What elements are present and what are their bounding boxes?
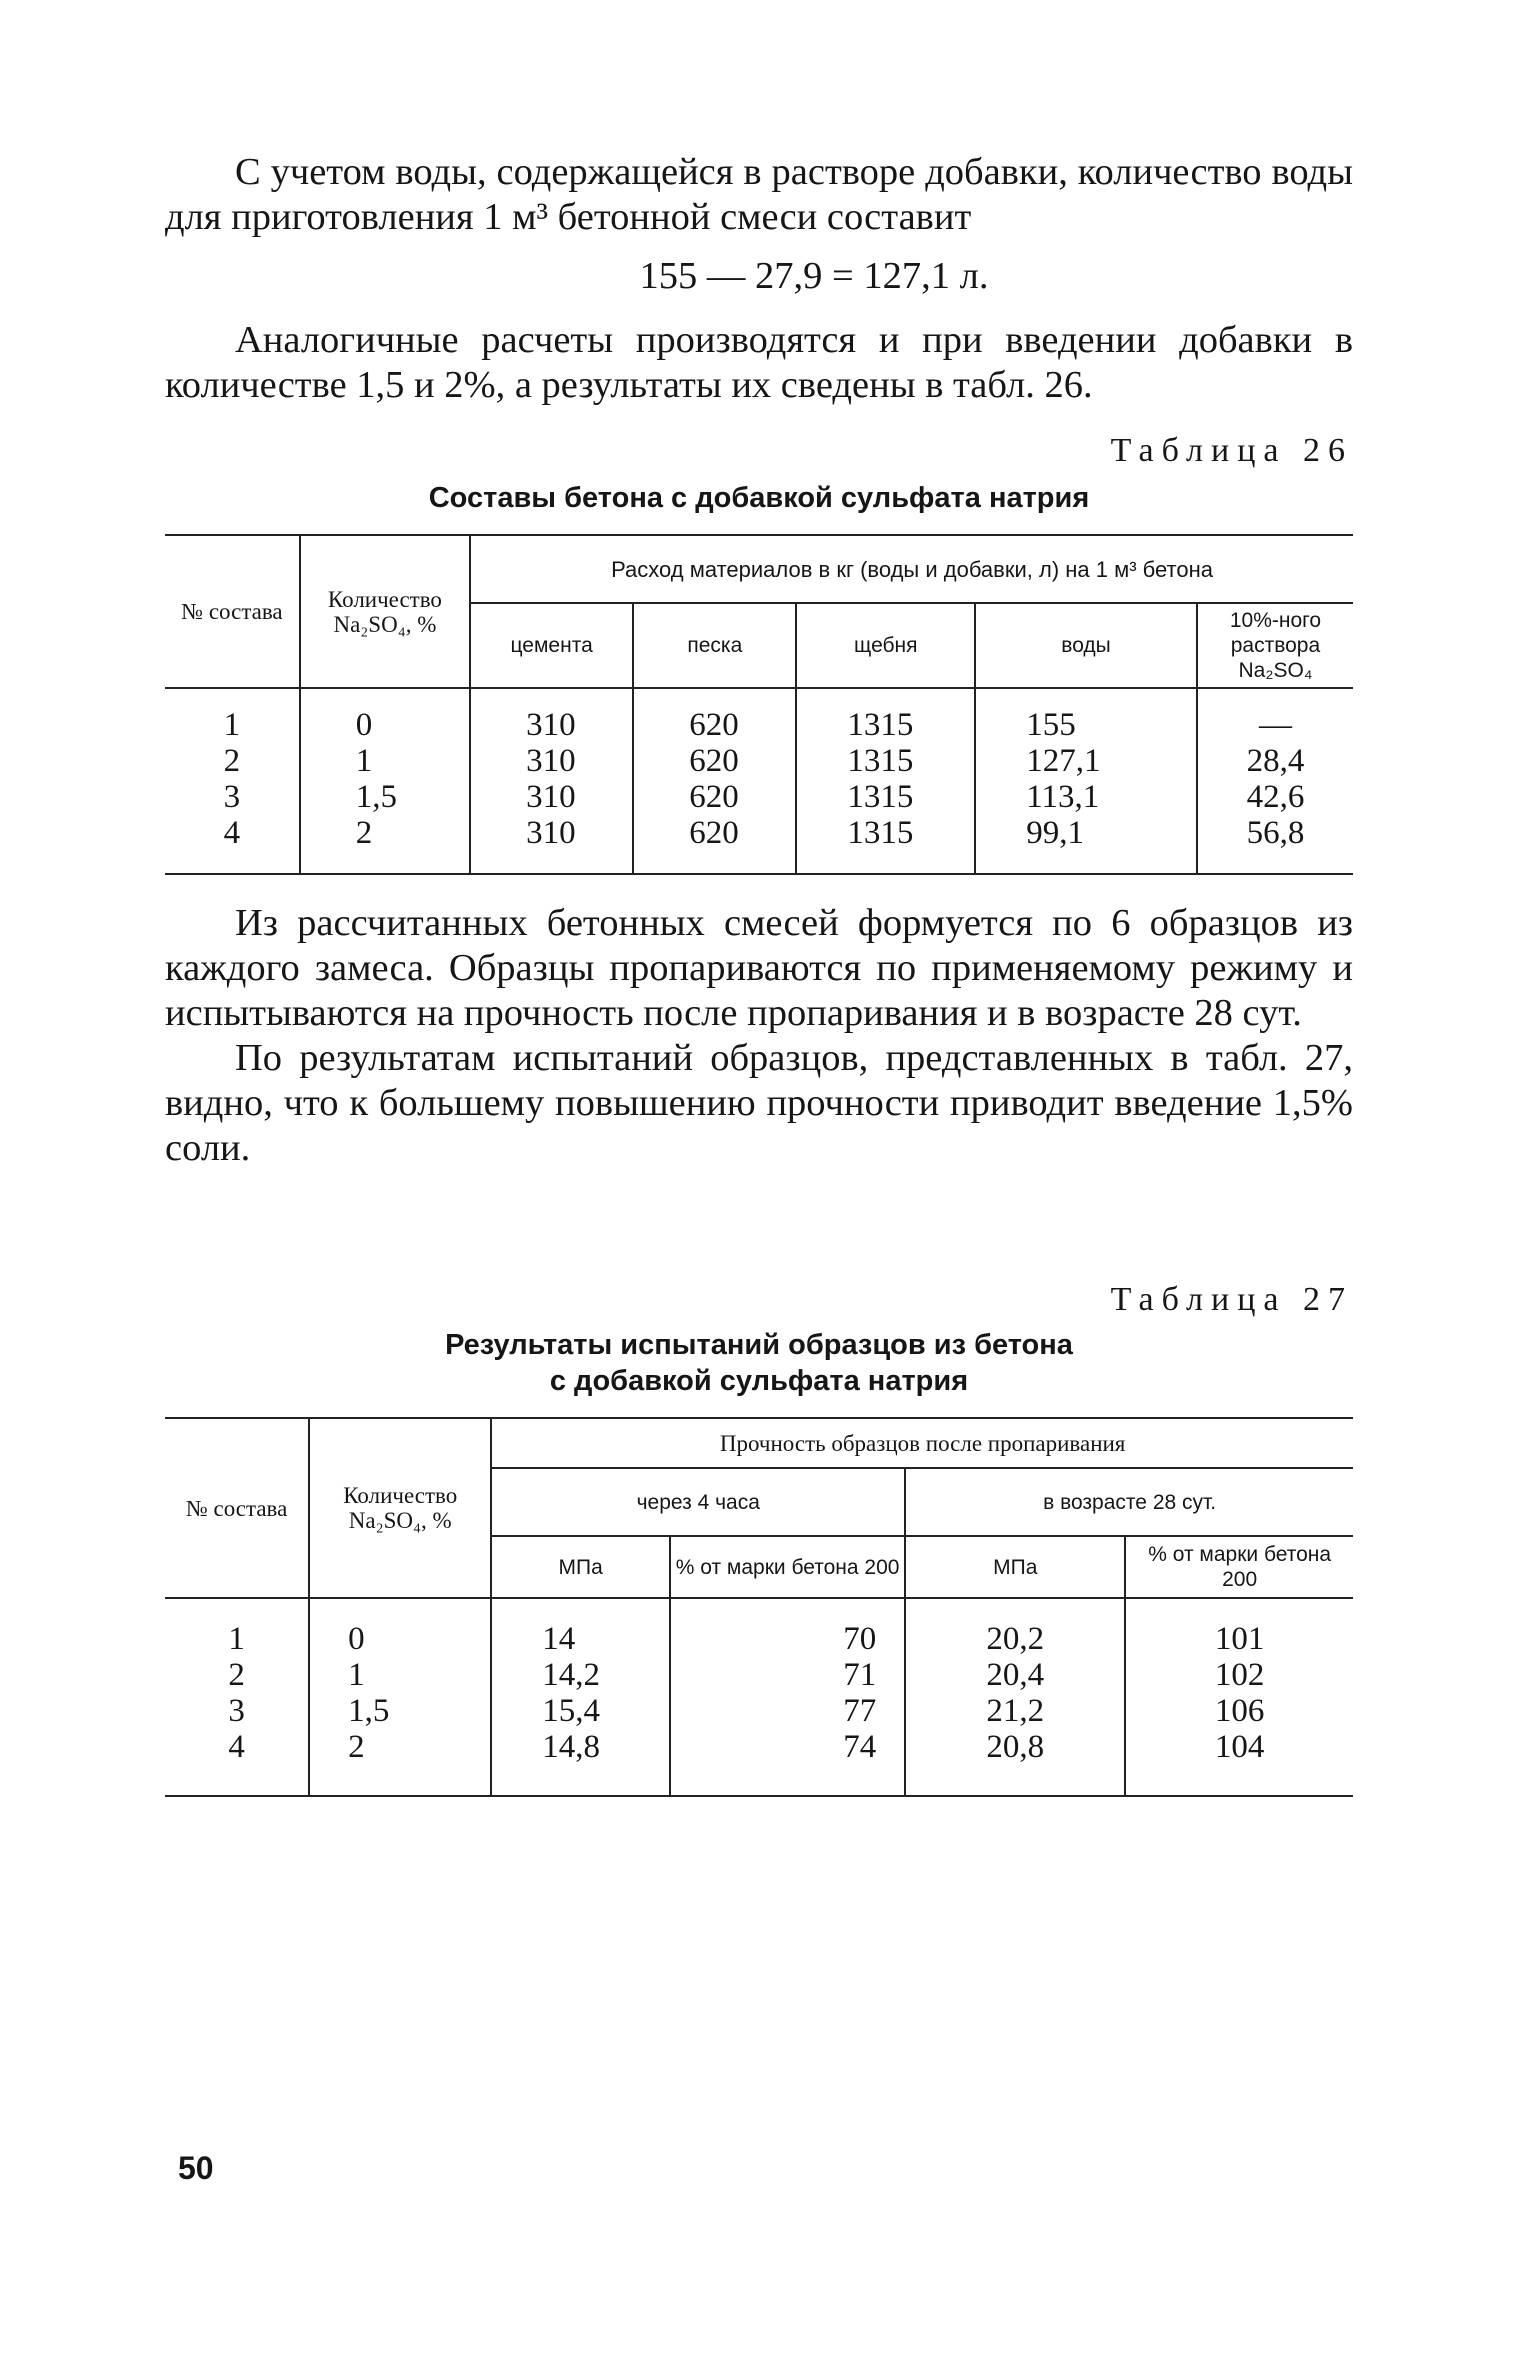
t27-mpa-28: 21,2 [986, 1693, 1045, 1729]
t27-mpa-4h: 15,4 [542, 1693, 601, 1729]
t26-water: 99,1 [1026, 815, 1084, 851]
t26-header-group: Расход материалов в кг (воды и добавки, л) на 1 м³ бетона [470, 535, 1353, 603]
table27-title-line2: с добавкой сульфата натрия [549, 1365, 969, 1397]
t27-header-after4h: через 4 часа [491, 1468, 905, 1536]
t27-qty: 0 [348, 1621, 365, 1657]
t26-header-cement: цемента [470, 603, 633, 688]
t26-qty: 1 [355, 743, 373, 779]
t27-header-qty: Количество Na₂SO₄, % [309, 1418, 491, 1598]
t26-gravel: 1315 [847, 815, 914, 851]
t26-header-sand: песка [633, 603, 796, 688]
t27-mpa-28: 20,8 [986, 1729, 1045, 1765]
paragraph-water-amount: С учетом воды, содержащейся в растворе добавки, количество воды для приготовления 1 м³ бетонной смеси составит [165, 151, 1353, 238]
t26-sand: 620 [689, 743, 739, 779]
t27-pct-4h: 74 [843, 1729, 877, 1765]
table-row [165, 688, 1353, 874]
t27-pct-4h: 77 [843, 1693, 877, 1729]
t26-gravel: 1315 [847, 779, 914, 815]
table-26 [165, 534, 1353, 875]
t26-solution: 56,8 [1246, 815, 1305, 851]
t26-sand: 620 [689, 815, 739, 851]
t27-pct-28: 101 [1214, 1621, 1265, 1657]
table-row [165, 1598, 1353, 1796]
table27-title-line1: Результаты испытаний образцов из бетона [445, 1329, 1073, 1361]
t27-num: 2 [228, 1657, 245, 1693]
t26-sand: 620 [689, 779, 739, 815]
t26-qty: 0 [355, 707, 373, 743]
t27-header-pct-28: % от марки бетона 200 [1125, 1536, 1353, 1598]
t27-mpa-4h: 14 [542, 1621, 576, 1657]
t26-cement: 310 [526, 743, 576, 779]
t26-header-gravel: щебня [796, 603, 975, 688]
paragraph-samples: Из рассчитанных бетонных смесей формуется по 6 образцов из каждого замеса. Образцы пропариваются по применяемому режиму и испытываются на прочность после пропаривания и в возрасте 28 сут. [165, 902, 1353, 1034]
t27-qty: 1 [348, 1657, 365, 1693]
t27-qty: 2 [348, 1729, 365, 1765]
t27-pct-4h: 70 [843, 1621, 877, 1657]
t26-water: 155 [1026, 707, 1076, 743]
t27-mpa-4h: 14,8 [542, 1729, 601, 1765]
t26-water: 127,1 [1026, 743, 1101, 779]
t26-header-num: № состава [181, 599, 283, 624]
table26-title: Составы бетона с добавкой сульфата натрия [428, 482, 1090, 514]
t27-pct-28: 106 [1214, 1693, 1265, 1729]
t26-water: 113,1 [1026, 779, 1100, 815]
t27-num: 1 [228, 1621, 245, 1657]
t26-num: 2 [223, 743, 241, 779]
formula-water-calc: 155 — 27,9 = 127,1 л. [639, 255, 989, 297]
t26-qty: 1,5 [355, 779, 398, 815]
t27-pct-28: 102 [1214, 1657, 1265, 1693]
t27-mpa-4h: 14,2 [542, 1657, 601, 1693]
t26-header-water: воды [975, 603, 1197, 688]
table26-caption: Таблица 26 [1110, 432, 1353, 469]
t27-header-mpa-4h: МПа [491, 1536, 670, 1598]
t27-num: 4 [228, 1729, 245, 1765]
t26-num: 4 [223, 815, 241, 851]
t26-sand: 620 [689, 707, 739, 743]
t26-solution: 28,4 [1246, 743, 1305, 779]
t27-header-num: № состава [185, 1495, 288, 1521]
t27-qty: 1,5 [348, 1693, 390, 1729]
paragraph-results: По результатам испытаний образцов, представленных в табл. 27, видно, что к большему повышению прочности приводит введение 1,5% соли. [165, 1037, 1353, 1169]
t26-solution: — [1258, 707, 1292, 743]
table27-caption: Таблица 27 [1110, 1281, 1353, 1318]
table-27 [165, 1417, 1353, 1797]
t26-num: 1 [223, 707, 241, 743]
t26-cement: 310 [526, 815, 576, 851]
t26-qty: 2 [355, 815, 373, 851]
t26-header-qty: Количество Na₂SO₄, % [300, 535, 470, 688]
t27-header-group: Прочность образцов после пропаривания [491, 1418, 1353, 1468]
page-number: 50 [178, 2150, 214, 2186]
t26-gravel: 1315 [847, 707, 914, 743]
t26-num: 3 [223, 779, 241, 815]
t26-solution: 42,6 [1246, 779, 1305, 815]
t27-mpa-28: 20,2 [986, 1621, 1045, 1657]
t27-pct-4h: 71 [843, 1657, 877, 1693]
t27-num: 3 [228, 1693, 245, 1729]
t27-header-mpa-28: МПа [905, 1536, 1125, 1598]
t26-gravel: 1315 [847, 743, 914, 779]
t27-header-pct-4h: % от марки бетона 200 [670, 1536, 905, 1598]
t27-mpa-28: 20,4 [986, 1657, 1045, 1693]
page-content [165, 150, 1353, 1797]
paragraph-similar-calculations: Аналогичные расчеты производятся и при введении добавки в количестве 1,5 и 2%, а результаты их сведены в табл. 26. [165, 319, 1353, 406]
t26-cement: 310 [526, 707, 576, 743]
t27-pct-28: 104 [1214, 1729, 1265, 1765]
t26-header-solution: 10%-ного раствора Na₂SO₄ [1197, 603, 1353, 688]
t26-cement: 310 [526, 779, 576, 815]
t27-header-age28: в возрасте 28 сут. [905, 1468, 1353, 1536]
